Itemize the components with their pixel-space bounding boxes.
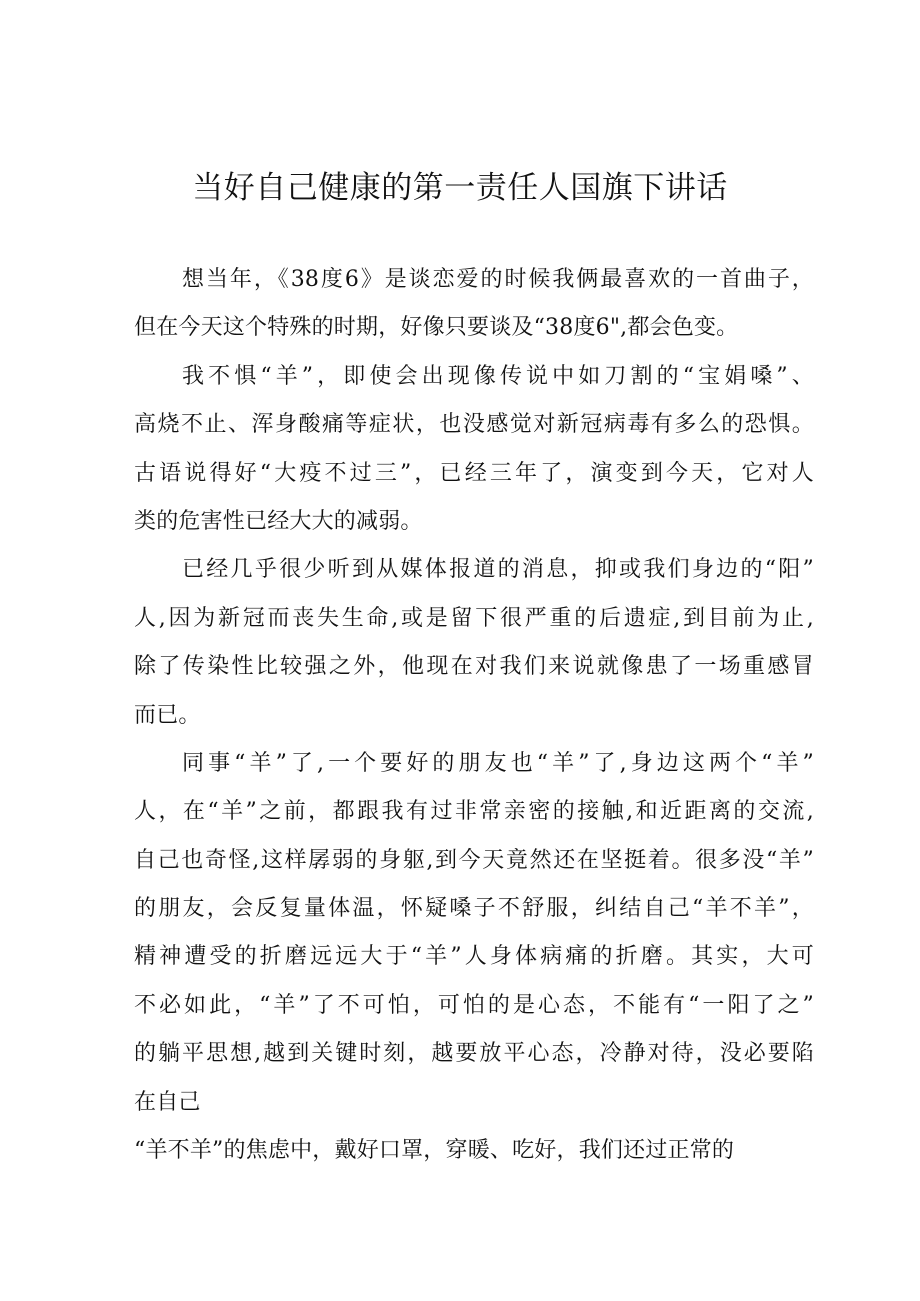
text-line: 但在今天这个特殊的时期，好像只要谈及“38度6",都会色变。 <box>134 315 739 341</box>
text-line: 已经几乎很少听到从媒体报道的消息，抑或我们身边的“阳” <box>182 557 814 583</box>
text-line: 同事“羊”了,一个要好的朋友也“羊”了,身边这两个“羊” <box>182 750 814 776</box>
text-line: 想当年，《38度6》是谈恋爱的时候我俩最喜欢的一首曲子， <box>182 267 814 292</box>
text-line: 而已。 <box>134 702 201 728</box>
text-line: 自己也奇怪,这样孱弱的身躯,到今天竟然还在坚挺着。很多没“羊” <box>134 847 814 873</box>
text-line: 除了传染性比较强之外，他现在对我们来说就像患了一场重感冒 <box>134 654 814 680</box>
text-line: 人，在“羊”之前，都跟我有过非常亲密的接触,和近距离的交流, <box>134 799 814 825</box>
document-title: 当好自己健康的第一责任人国旗下讲话 <box>192 170 728 206</box>
text-line: 在自己 <box>134 1089 201 1115</box>
text-line: 的躺平思想,越到关键时刻，越要放平心态，冷静对待，没必要陷 <box>134 1041 814 1067</box>
text-line: “羊不羊”的焦虑中，戴好口罩，穿暖、吃好，我们还过正常的 <box>134 1138 735 1164</box>
text-line: 的朋友，会反复量体温，怀疑嗓子不舒服，纠结自己“羊不羊”， <box>134 896 814 922</box>
text-line: 精神遭受的折磨远远大于“羊”人身体病痛的折磨。其实，大可 <box>134 944 814 970</box>
text-line: 高烧不止、浑身酸痛等症状，也没感觉对新冠病毒有多么的恐惧。 <box>134 412 814 438</box>
text-line: 不必如此，“羊”了不可怕，可怕的是心态，不能有“一阳了之” <box>134 992 814 1018</box>
text-line: 我不惧“羊”，即使会出现像传说中如刀割的“宝娟嗓”、 <box>182 363 814 389</box>
text-line: 类的危害性已经大大的减弱。 <box>134 508 423 534</box>
document-body <box>134 256 814 1175</box>
text-line: 人,因为新冠而丧失生命,或是留下很严重的后遗症,到目前为止, <box>134 605 814 631</box>
text-line: 古语说得好“大疫不过三”，已经三年了，演变到今天，它对人 <box>134 460 814 486</box>
